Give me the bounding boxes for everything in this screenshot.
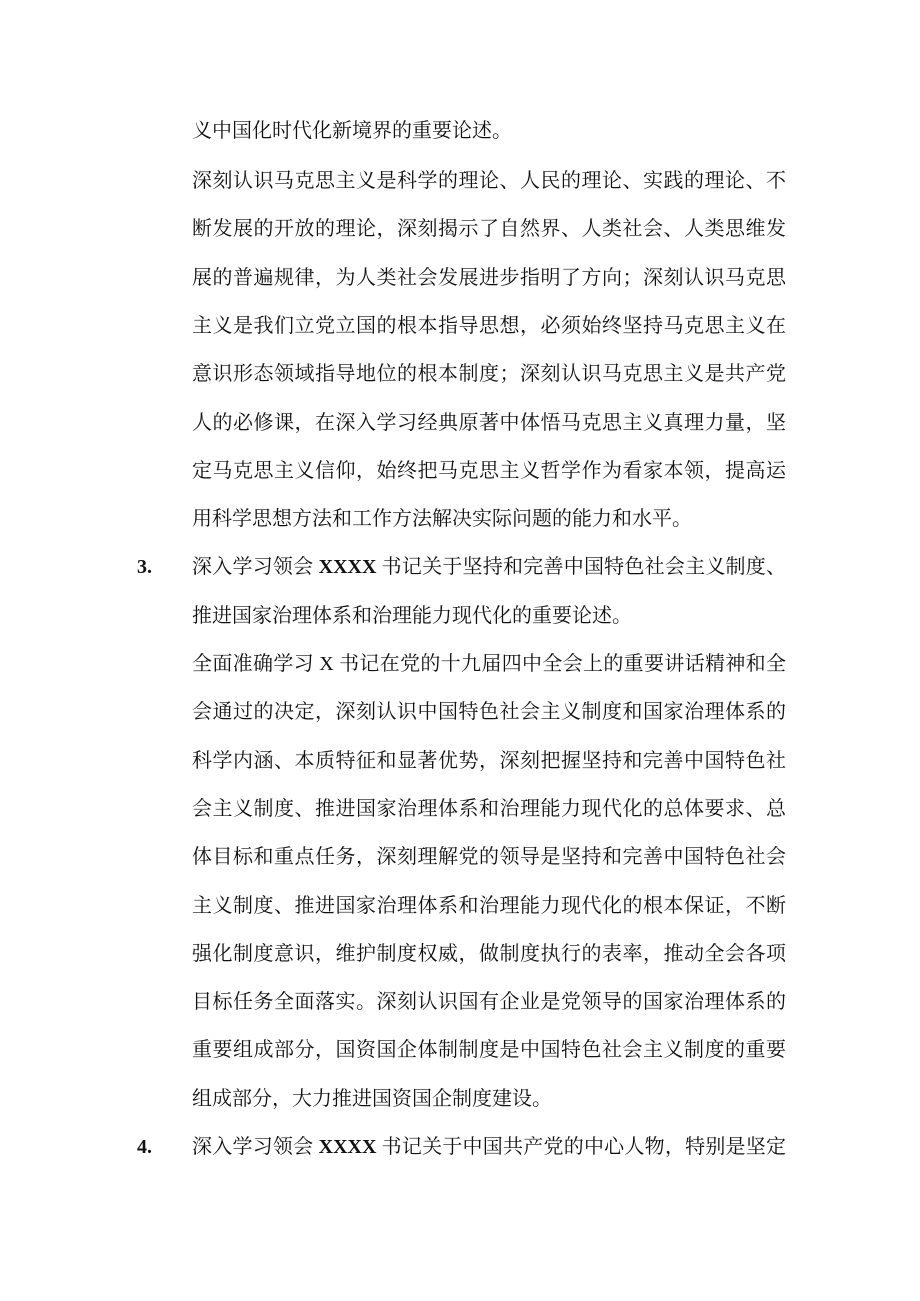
item-3-heading-suffix: 书记关于坚持和完善中国特色社会主义制度、 [376, 556, 786, 578]
item-4-heading-name: XXXX [318, 1136, 377, 1158]
item-3-body-line: 会主义制度、推进国家治理体系和治理能力现代化的总体要求、总 [192, 798, 786, 820]
item-3-heading-prefix: 深入学习领会 [192, 556, 319, 578]
item-3-body-line: 目标任务全面落实。深刻认识国有企业是党领导的国家治理体系的 [192, 991, 786, 1013]
item-3-number: 3. [137, 556, 152, 578]
paragraph-marxism-line: 断发展的开放的理论，深刻揭示了自然界、人类社会、人类思维发 [192, 218, 786, 240]
item-4-heading-line [192, 1123, 786, 1171]
paragraph-marxism-line: 展的普遍规律，为人类社会发展进步指明了方向；深刻认识马克思 [192, 267, 786, 289]
paragraph-marxism-line: 定马克思主义信仰，始终把马克思主义哲学作为看家本领，提高运 [192, 460, 786, 482]
paragraph-marxism-line: 人的必修课，在深入学习经典原著中体悟马克思主义真理力量，坚 [192, 412, 786, 434]
item-3-body-line: 会通过的决定，深刻认识中国特色社会主义制度和国家治理体系的 [192, 701, 786, 723]
item-3-body-line: 体目标和重点任务，深刻理解党的领导是坚持和完善中国特色社会 [192, 846, 786, 868]
paragraph-marxism-line: 用科学思想方法和工作方法解决实际问题的能力和水平。 [192, 508, 692, 530]
paragraph-marxism-line: 意识形态领域指导地位的根本制度；深刻认识马克思主义是共产党 [192, 363, 786, 385]
item-3-body-line: 强化制度意识，维护制度权威，做制度执行的表率，推动全会各项 [192, 943, 786, 965]
item-3-body-line: 主义制度、推进国家治理体系和治理能力现代化的根本保证，不断 [192, 895, 786, 917]
intro-line: 义中国化时代化新境界的重要论述。 [192, 120, 512, 142]
item-3-heading-line: 推进国家治理体系和治理能力现代化的重要论述。 [192, 605, 632, 627]
item-3-heading-name: XXXX [318, 556, 377, 578]
item-3-body-line: 重要组成部分，国资国企体制制度是中国特色社会主义制度的重要 [192, 1039, 786, 1061]
item-3-body-line: 全面准确学习 X 书记在党的十九届四中全会上的重要讲话精神和全 [192, 653, 786, 675]
item-4-heading-suffix: 书记关于中国共产党的中心人物，特别是坚定 [376, 1136, 786, 1158]
item-3-body-line: 组成部分，大力推进国资国企制度建设。 [192, 1088, 552, 1110]
item-4-heading-prefix: 深入学习领会 [192, 1136, 319, 1158]
item-3-body-line: 科学内涵、本质特征和显著优势，深刻把握坚持和完善中国特色社 [192, 750, 786, 772]
item-3-heading-line [192, 543, 786, 591]
paragraph-marxism-line: 主义是我们立党立国的根本指导思想，必须始终坚持马克思主义在 [192, 315, 786, 337]
item-4-number: 4. [137, 1136, 152, 1158]
paragraph-marxism-line: 深刻认识马克思主义是科学的理论、人民的理论、实践的理论、不 [192, 170, 786, 192]
